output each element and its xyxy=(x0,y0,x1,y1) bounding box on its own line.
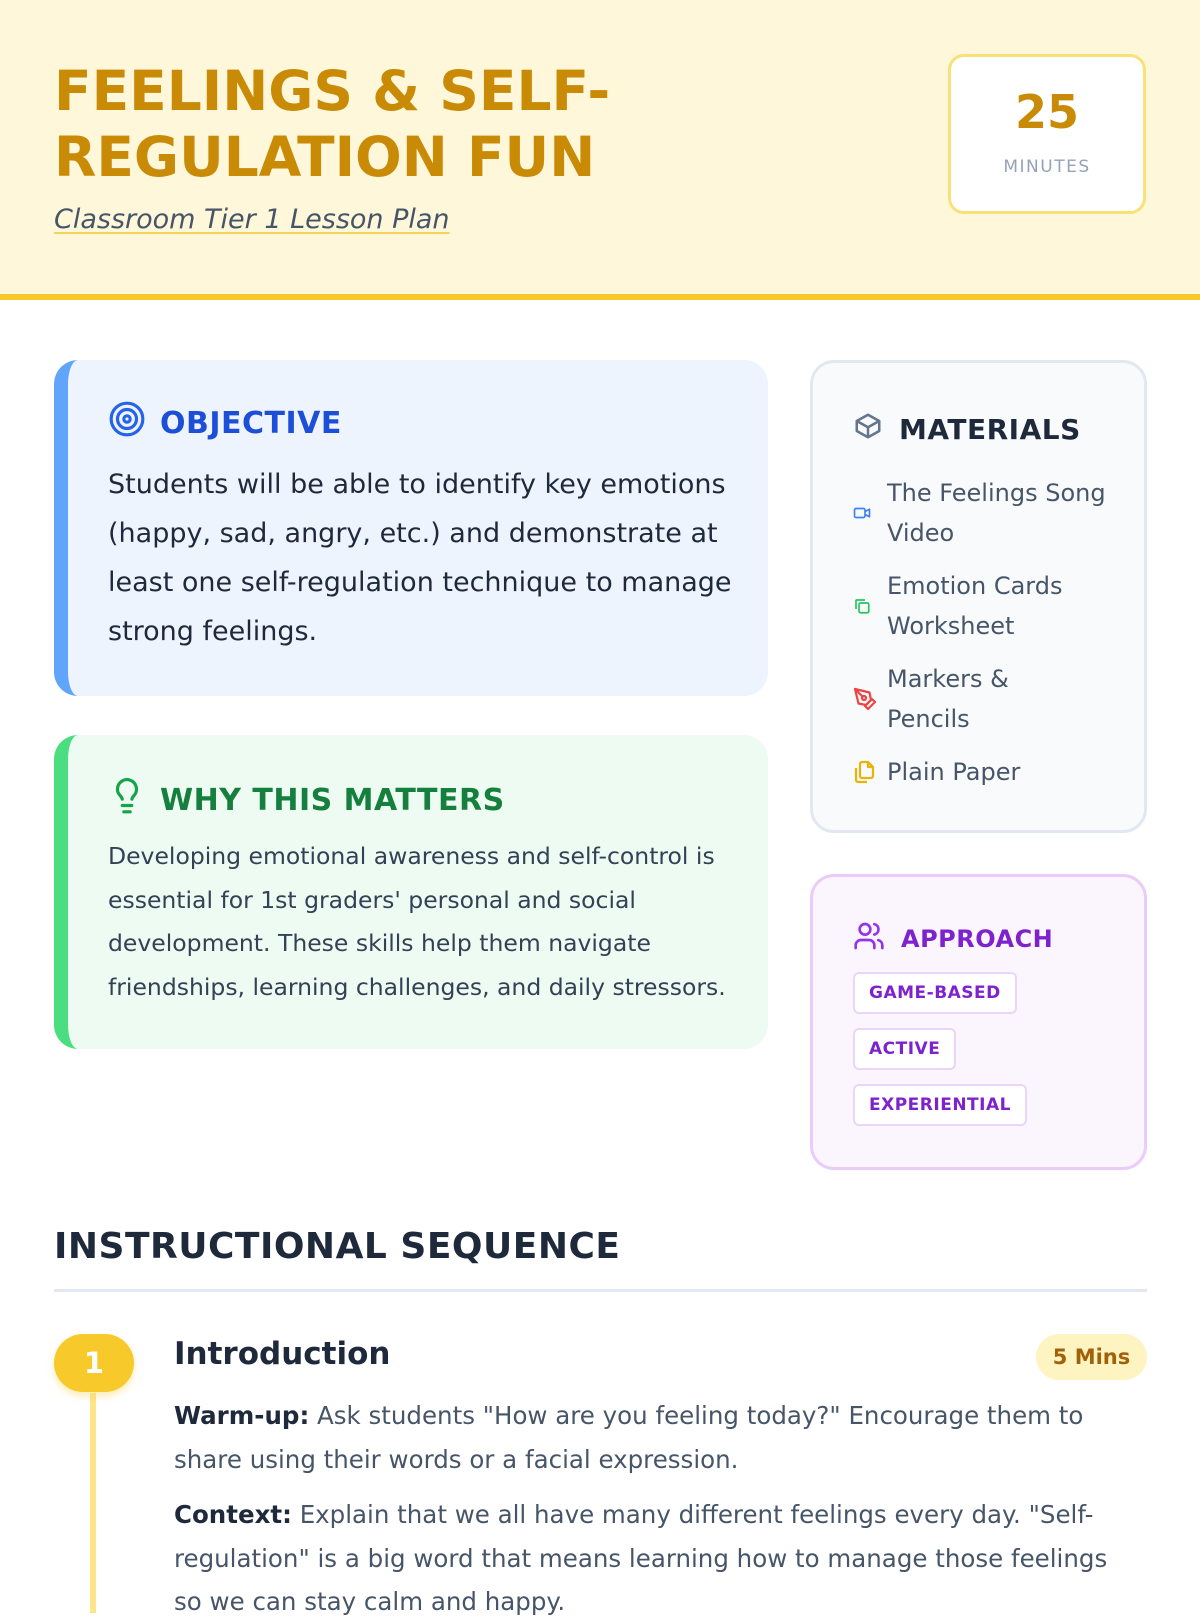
approach-card xyxy=(810,874,1147,1170)
video-icon xyxy=(853,504,887,522)
objective-text: Students will be able to identify key emotions (happy, sad, angry, etc.) and demonstrate at least one self-regulation technique to manage strong feelings. xyxy=(108,469,732,647)
page-title: FEELINGS & SELF-REGULATION FUN xyxy=(54,59,611,189)
duration-unit: MINUTES xyxy=(1003,157,1091,177)
why-heading xyxy=(108,777,505,823)
step-paragraph-text: Explain that we all have many different feelings every day. "Self-regulation" is a big word that means learning how to manage those feelings so we can stay calm and happy. xyxy=(174,1500,1108,1616)
copy-icon xyxy=(853,597,887,615)
material-label: Markers & Pencils xyxy=(887,665,1009,733)
list-item xyxy=(853,473,1113,553)
duration-card xyxy=(948,54,1146,214)
duration-value: 25 xyxy=(1014,85,1079,139)
target-icon xyxy=(108,400,160,446)
objective-card xyxy=(54,360,768,696)
materials-heading xyxy=(853,411,1081,448)
material-label: The Feelings Song Video xyxy=(887,479,1106,547)
list-item xyxy=(853,659,1113,739)
section-divider xyxy=(54,1289,1147,1292)
materials-list xyxy=(853,473,1113,805)
lesson-header xyxy=(0,0,1200,300)
step-paragraph-text: Ask students "How are you feeling today?" Encourage them to share using their words or a facial expression. xyxy=(174,1401,1084,1474)
list-item xyxy=(853,752,1113,792)
step-duration-badge: 5 Mins xyxy=(1036,1334,1147,1380)
pen-tool-icon xyxy=(853,687,887,711)
list-item xyxy=(853,566,1113,646)
approach-tag: EXPERIENTIAL xyxy=(853,1084,1027,1126)
objective-heading xyxy=(108,400,342,446)
page-subtitle: Classroom Tier 1 Lesson Plan xyxy=(54,204,450,235)
objective-heading-label: OBJECTIVE xyxy=(160,405,342,441)
sequence-title: INSTRUCTIONAL SEQUENCE xyxy=(54,1226,621,1267)
step-paragraph-label: Context: xyxy=(174,1500,292,1529)
users-icon xyxy=(853,920,901,958)
material-label: Emotion Cards Worksheet xyxy=(887,572,1063,640)
step-number: 1 xyxy=(54,1334,134,1392)
step-title: Introduction xyxy=(174,1336,391,1372)
approach-tag: ACTIVE xyxy=(853,1028,956,1070)
step-paragraph xyxy=(174,1493,1134,1624)
step-paragraph-label: Warm-up: xyxy=(174,1401,310,1430)
approach-tag: GAME-BASED xyxy=(853,972,1017,1014)
box-icon xyxy=(853,411,899,448)
why-text: Developing emotional awareness and self-control is essential for 1st graders' personal and social development. These skills help them navigate friendships, learning challenges, and daily stressors. xyxy=(108,842,726,1001)
approach-tags xyxy=(853,972,1027,1140)
materials-heading-label: MATERIALS xyxy=(899,413,1081,446)
approach-heading xyxy=(853,920,1053,958)
material-label: Plain Paper xyxy=(887,758,1021,786)
files-icon xyxy=(853,760,887,784)
why-heading-label: WHY THIS MATTERS xyxy=(160,782,505,818)
why-card xyxy=(54,735,768,1049)
timeline-line xyxy=(90,1393,96,1613)
approach-heading-label: APPROACH xyxy=(901,925,1054,953)
lightbulb-icon xyxy=(108,777,160,823)
materials-card xyxy=(810,360,1147,833)
step-paragraph xyxy=(174,1394,1134,1481)
